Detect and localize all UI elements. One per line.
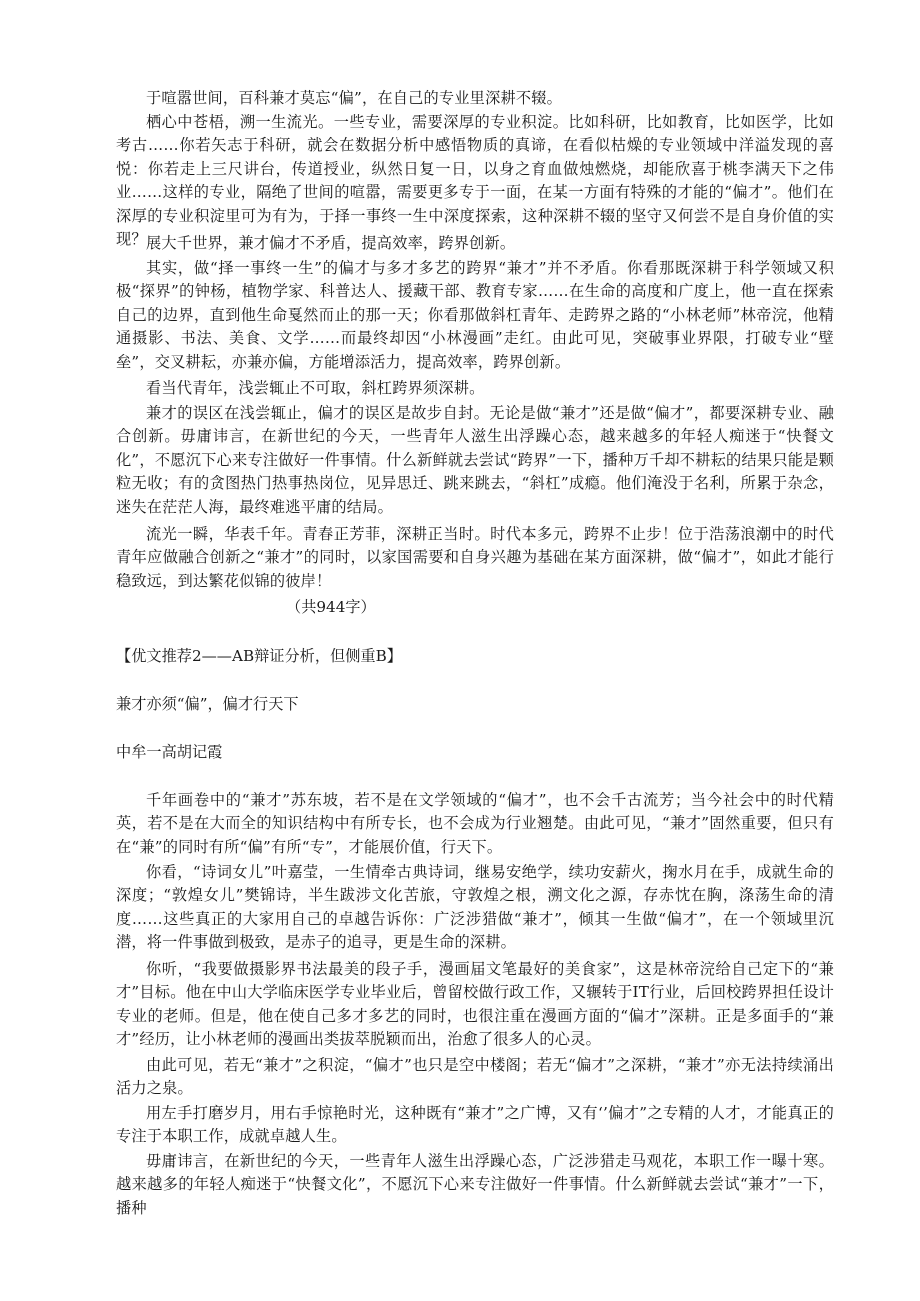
word-count: （共944字） bbox=[286, 598, 376, 616]
recommendation-heading: 【优文推荐2——AB辩证分析，但侧重B】 bbox=[116, 647, 402, 665]
essay2-title: 兼才亦须“偏”，偏才行天下 bbox=[116, 695, 299, 713]
essay1-paragraph: 展大千世界，兼才偏才不矛盾，提高效率，跨界创新。 bbox=[146, 234, 516, 252]
essay2-paragraph: 千年画卷中的“兼才”苏东坡，若不是在文学领域的“偏才”，也不会千古流芳；当今社会中的时代精英，若不是在大而全的知识结构中有所专长，也不会成为行业翘楚。由此可见，“兼才”固然重要，但只有在“兼”的同时有所“偏”有所“专”，才能展价值，行天下。 bbox=[116, 791, 834, 856]
essay2-paragraph: 你看，“诗词女儿”叶嘉莹，一生情牵古典诗词，继易安绝学，续功安薪火，掬水月在手，成就生命的深度；“敦煌女儿”樊锦诗，半生跋涉文化苦旅，守敦煌之根，溯文化之源，存赤忱在胸，涤荡生命的清度……这些真正的大家用自己的卓越告诉你：广泛涉猎做“兼才”，倾其一生做“偏才”，在一个领域里沉潜，将一件事做到极致，是赤子的追寻，更是生命的深耕。 bbox=[116, 863, 834, 952]
essay1-paragraph: 其实，做“择一事终一生”的偏才与多才多艺的跨界“兼才”并不矛盾。你看那既深耕于科学领域又积极“探界”的钟杨，植物学家、科普达人、援藏干部、教育专家……在生命的高度和广度上，他一直在探索自己的边界，直到他生命戛然而止的那一天；你看那做斜杠青年、走跨界之路的“小林老师”林帝浣，他精通摄影、书法、美食、文学……而最终却因“小林漫画”走红。由此可见，突破事业界限，打破专业“壁垒”，交叉耕耘，亦兼亦偏，方能增添活力，提高效率，跨界创新。 bbox=[116, 259, 834, 371]
essay1-paragraph: 于喧嚣世间，百科兼才莫忘“偏”，在自己的专业里深耕不辍。 bbox=[146, 89, 563, 107]
essay2-paragraph: 由此可见，若无“兼才”之积淀，“偏才”也只是空中楼阁；若无“偏才”之深耕，“兼才”亦无法持续涌出活力之泉。 bbox=[116, 1056, 834, 1098]
essay1-paragraph: 兼才的误区在浅尝辄止，偏才的误区是故步自封。无论是做“兼才”还是做“偏才”，都要深耕专业、融合创新。毋庸讳言，在新世纪的今天，一些青年人滋生出浮躁心态，越来越多的年轻人痴迷于“快餐文化”，不愿沉下心来专注做好一件事情。什么新鲜就去尝试“跨界”一下，播种万千却不耕耘的结果只能是颗粒无收；有的贪图热门热事热岗位，见异思迁、跳来跳去，“斜杠”成瘾。他们淹没于名利，所累于杂念，迷失在茫茫人海，最终难逃平庸的结局。 bbox=[116, 404, 834, 516]
essay1-paragraph: 栖心中苍梧，溯一生流光。一些专业，需要深厚的专业积淀。比如科研，比如教育，比如医学，比如考古……你若矢志于科研，就会在数据分析中感悟物质的真谛，在看似枯燥的专业领域中洋溢发现的喜悦：你若走上三尺讲台，传道授业，纵然日复一日，以身之育血做烛燃烧，却能欣喜于桃李满天下之伟业……这样的专业，隔绝了世间的喧嚣，需要更多专于一面，在某一方面有特殊的才能的“偏才”。他们在深厚的专业积淀里可为有为，于择一事终一生中深度探索，这种深耕不辍的坚守又何尝不是自身价值的实现？ bbox=[116, 113, 834, 249]
essay2-paragraph: 毋庸讳言，在新世纪的今天，一些青年人滋生出浮躁心态，广泛涉猎走马观花，本职工作一曝十寒。越来越多的年轻人痴迷于“快餐文化”，不愿沉下心来专注做好一件事情。什么新鲜就去尝试“兼才”一下，播种 bbox=[116, 1152, 834, 1217]
essay1-paragraph: 流光一瞬，华表千年。青春正芳菲，深耕正当时。时代本多元，跨界不止步！位于浩荡浪潮中的时代青年应做融合创新之“兼才”的同时，以家国需要和自身兴趣为基础在某方面深耕，做“偏才”，如此才能行稳致远，到达繁花似锦的彼岸！ bbox=[116, 525, 834, 590]
essay2-author: 中牟一高胡记霞 bbox=[116, 743, 223, 761]
essay2-paragraph: 你听，“我要做摄影界书法最美的段子手，漫画届文笔最好的美食家”，这是林帝浣给自己定下的“兼才”目标。他在中山大学临床医学专业毕业后，曾留校做行政工作，又辗转于IT行业，后回校跨界担任设计专业的老师。但是，他在使自己多才多艺的同时，也很注重在漫画方面的“偏才”深耕。正是多面手的“兼才”经历，让小林老师的漫画出类拔萃脱颖而出，治愈了很多人的心灵。 bbox=[116, 960, 834, 1049]
essay2-paragraph: 用左手打磨岁月，用右手惊艳时光，这种既有“兼才”之广博，又有‘’偏才”之专精的人才，才能真正的专注于本职工作，成就卓越人生。 bbox=[116, 1104, 834, 1146]
essay1-paragraph: 看当代青年，浅尝辄止不可取，斜杠跨界须深耕。 bbox=[146, 379, 485, 397]
